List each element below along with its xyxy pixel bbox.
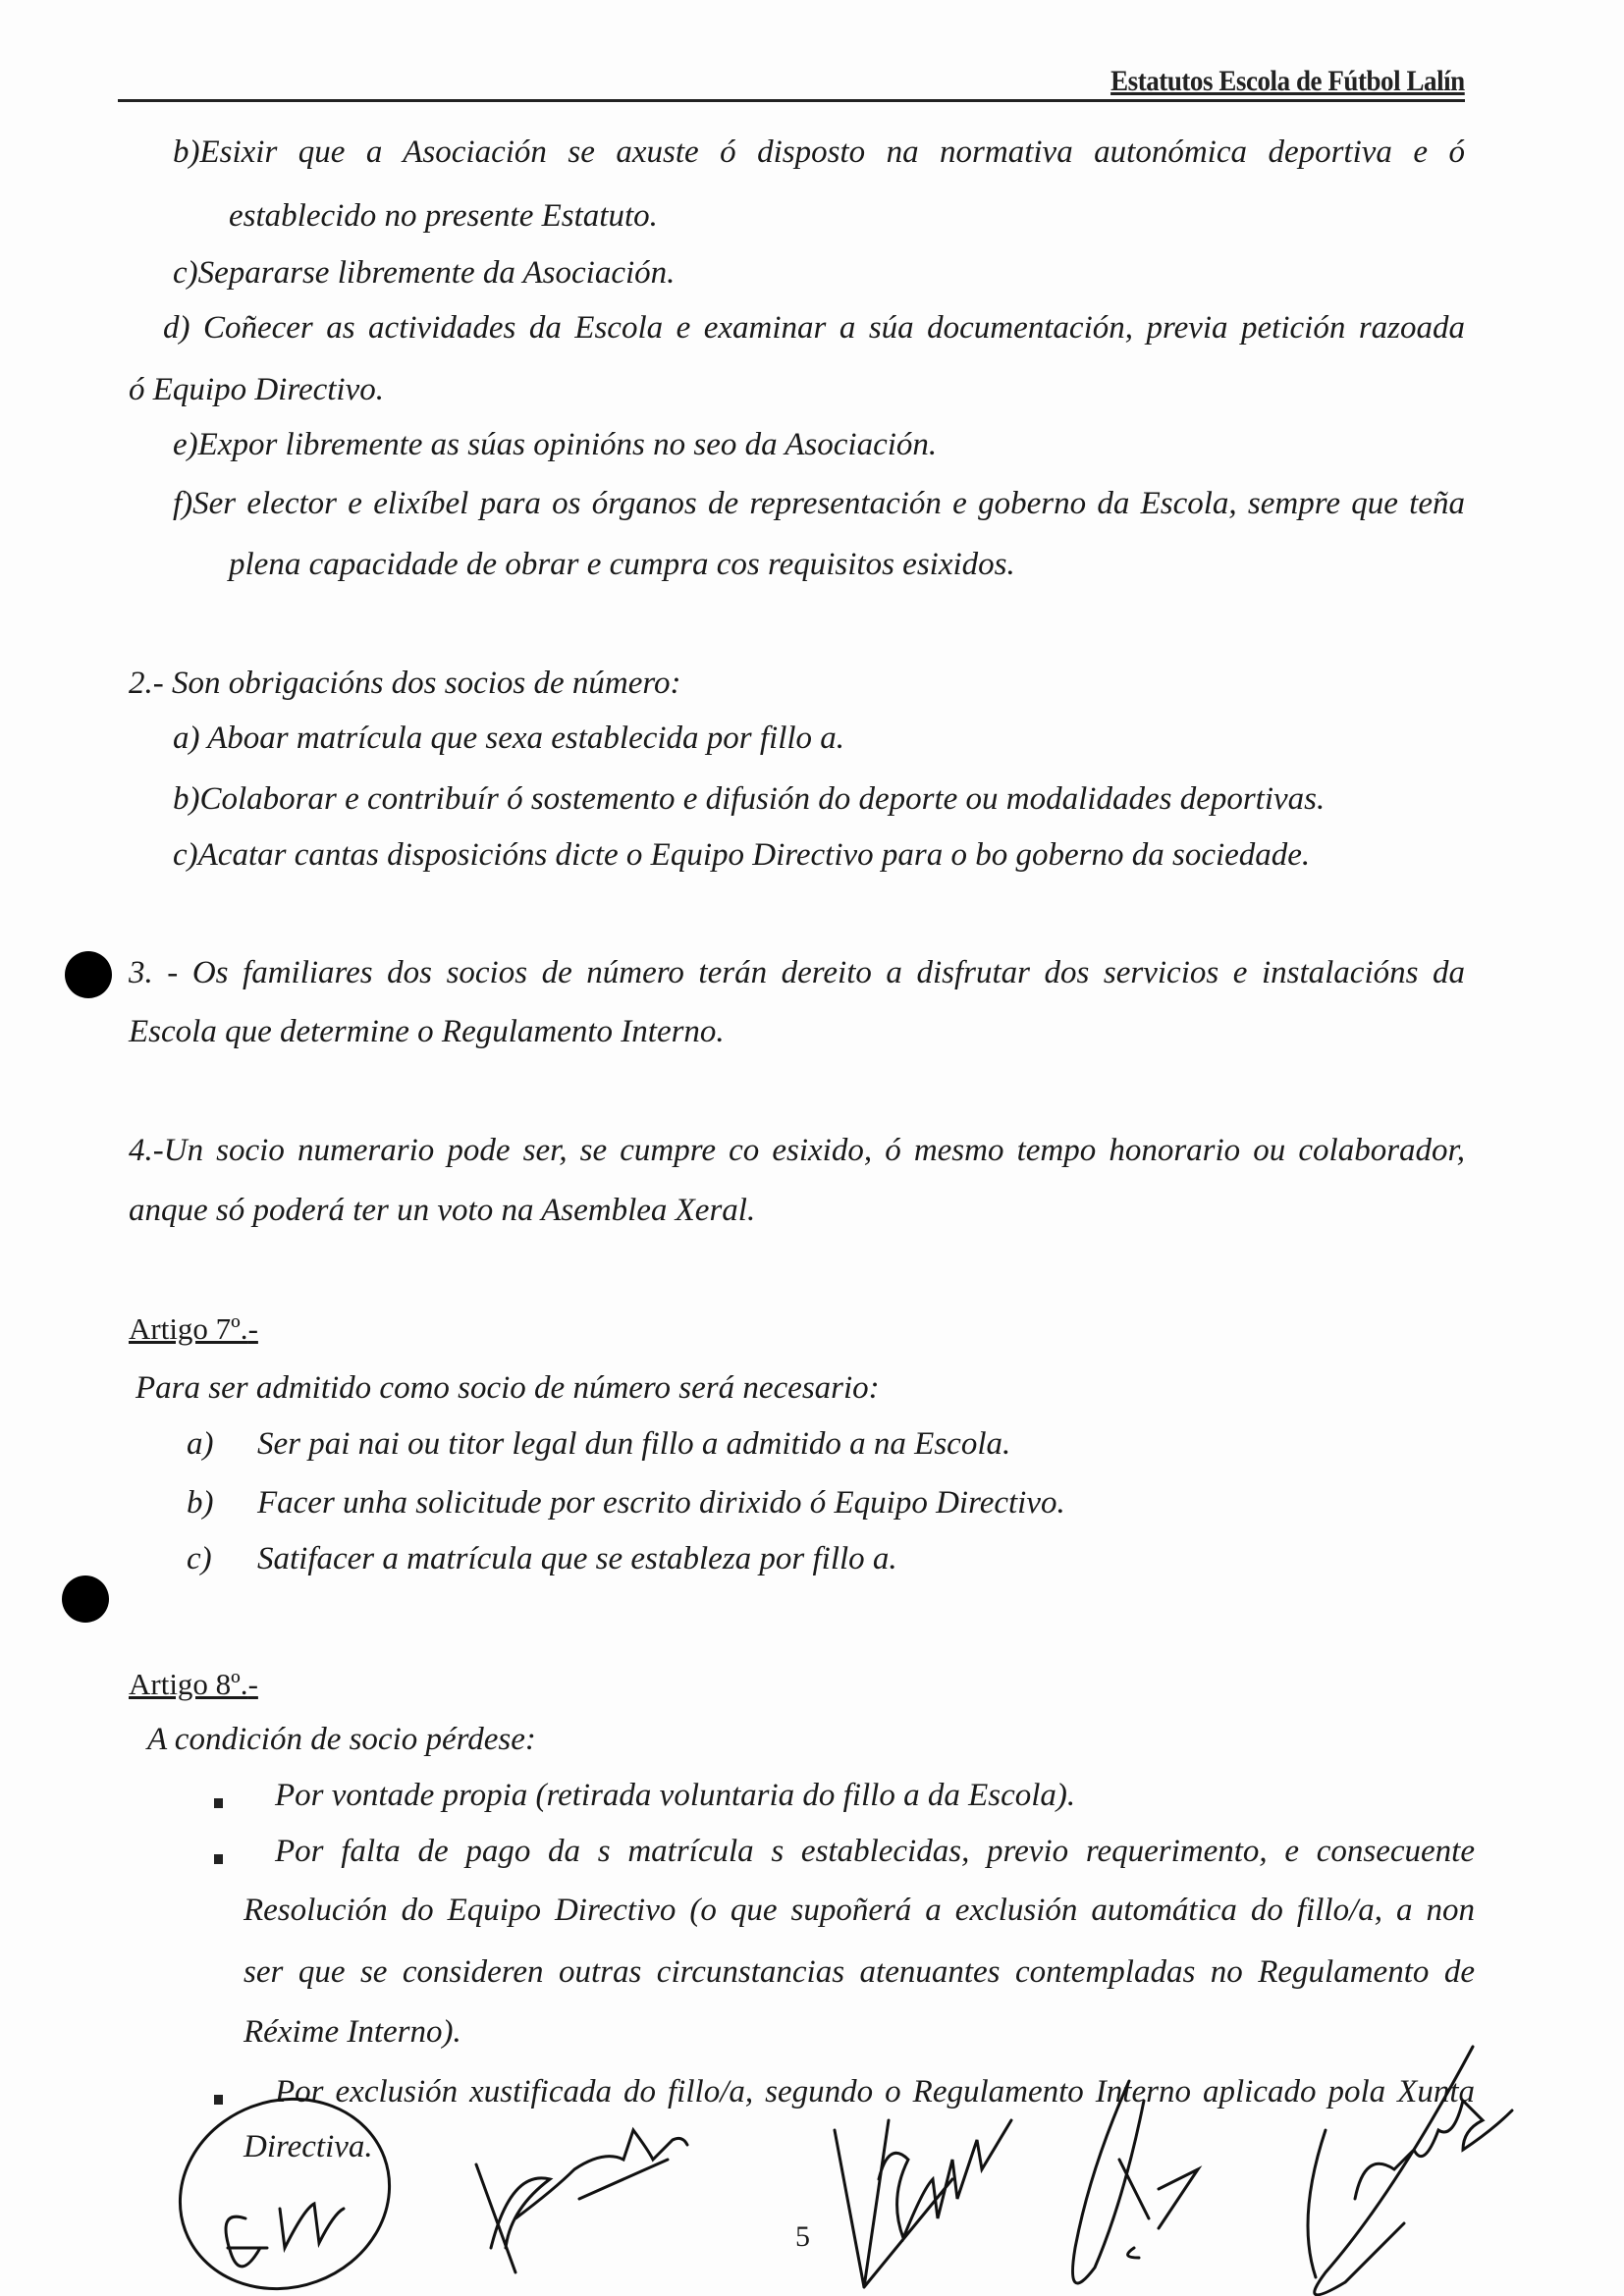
obligations-title: 2.- Son obrigacións dos socios de número: — [129, 666, 681, 701]
numerary-line2: anque só poderá ter un voto na Asemblea Xeral. — [129, 1193, 756, 1228]
right-b: b)Esixir que a Asociación se axuste ó disposto na normativa autonómica deportiva e ó — [173, 134, 1465, 170]
artigo7-item-b-marker: b) — [187, 1485, 214, 1521]
artigo8-bullet3-line2: Directiva. — [244, 2129, 373, 2164]
artigo8-bullet2-line1: Por falta de pago da s matrícula s establecidas, previo requerimento, e consecuente — [275, 1834, 1475, 1869]
right-d: d) Coñecer as actividades da Escola e examinar a súa documentación, previa petición razoada — [163, 310, 1465, 346]
artigo8-bullet3-line1: Por exclusión xustificada do fillo/a, segundo o Regulamento Interno aplicado pola Xunta — [275, 2074, 1475, 2109]
artigo7-heading: Artigo 7º.- — [129, 1311, 258, 1346]
family-rights-line1: 3. - Os familiares dos socios de número terán dereito a disfrutar dos servicios e instalacións da — [129, 955, 1465, 990]
artigo7-intro: Para ser admitido como socio de número será necesario: — [135, 1370, 880, 1406]
artigo7-item-a: Ser pai nai ou titor legal dun fillo a admitido a na Escola. — [257, 1426, 1011, 1462]
artigo8-bullet2-line3: ser que se consideren outras circunstancias atenuantes contempladas no Regulamento de — [244, 1954, 1475, 1990]
right-f-cont: plena capacidade de obrar e cumpra cos requisitos esixidos. — [229, 547, 1015, 582]
page-number: 5 — [795, 2220, 810, 2253]
signature-4 — [1073, 2081, 1199, 2283]
artigo8-heading: Artigo 8º.- — [129, 1667, 258, 1701]
right-e: e)Expor libremente as súas opinións no seo da Asociación. — [173, 427, 938, 462]
artigo7-item-a-marker: a) — [187, 1426, 214, 1462]
artigo7-item-c: Satifacer a matrícula que se estableza por fillo a. — [257, 1541, 897, 1576]
family-rights-line2: Escola que determine o Regulamento Interno. — [129, 1014, 725, 1049]
signature-1 — [153, 2070, 416, 2296]
artigo7-item-c-marker: c) — [187, 1541, 212, 1576]
obligation-c: c)Acatar cantas disposicións dicte o Equipo Directivo para o bo goberno da sociedade. — [173, 837, 1311, 873]
running-header: Estatutos Escola de Fútbol Lalín — [1110, 65, 1465, 97]
artigo8-bullet2-line4: Réxime Interno). — [244, 2014, 461, 2050]
obligation-a: a) Aboar matrícula que sexa establecida por fillo a. — [173, 721, 845, 756]
numerary-line1: 4.-Un socio numerario pode ser, se cumpre co esixido, ó mesmo tempo honorario ou colaborador, — [129, 1133, 1465, 1168]
signature-3 — [835, 2120, 1011, 2287]
signature-2 — [476, 2130, 687, 2272]
signature-5 — [1308, 2047, 1512, 2295]
artigo7-item-b: Facer unha solicitude por escrito dirixido ó Equipo Directivo. — [257, 1485, 1065, 1521]
right-c: c)Separarse libremente da Asociación. — [173, 255, 676, 291]
right-d-cont: ó Equipo Directivo. — [129, 372, 384, 407]
artigo8-bullet2-line2: Resolución do Equipo Directivo (o que supoñerá a exclusión automática do fillo/a, a non — [244, 1893, 1475, 1928]
artigo8-intro: A condición de socio pérdese: — [147, 1722, 536, 1757]
artigo8-bullet1: Por vontade propia (retirada voluntaria do fillo a da Escola). — [275, 1778, 1076, 1813]
right-b-cont: establecido no presente Estatuto. — [229, 198, 658, 234]
obligation-b: b)Colaborar e contribuír ó sostemento e difusión do deporte ou modalidades deportivas. — [173, 781, 1326, 817]
right-f: f)Ser elector e elixíbel para os órganos de representación e goberno da Escola, sempre que teña — [173, 486, 1465, 521]
